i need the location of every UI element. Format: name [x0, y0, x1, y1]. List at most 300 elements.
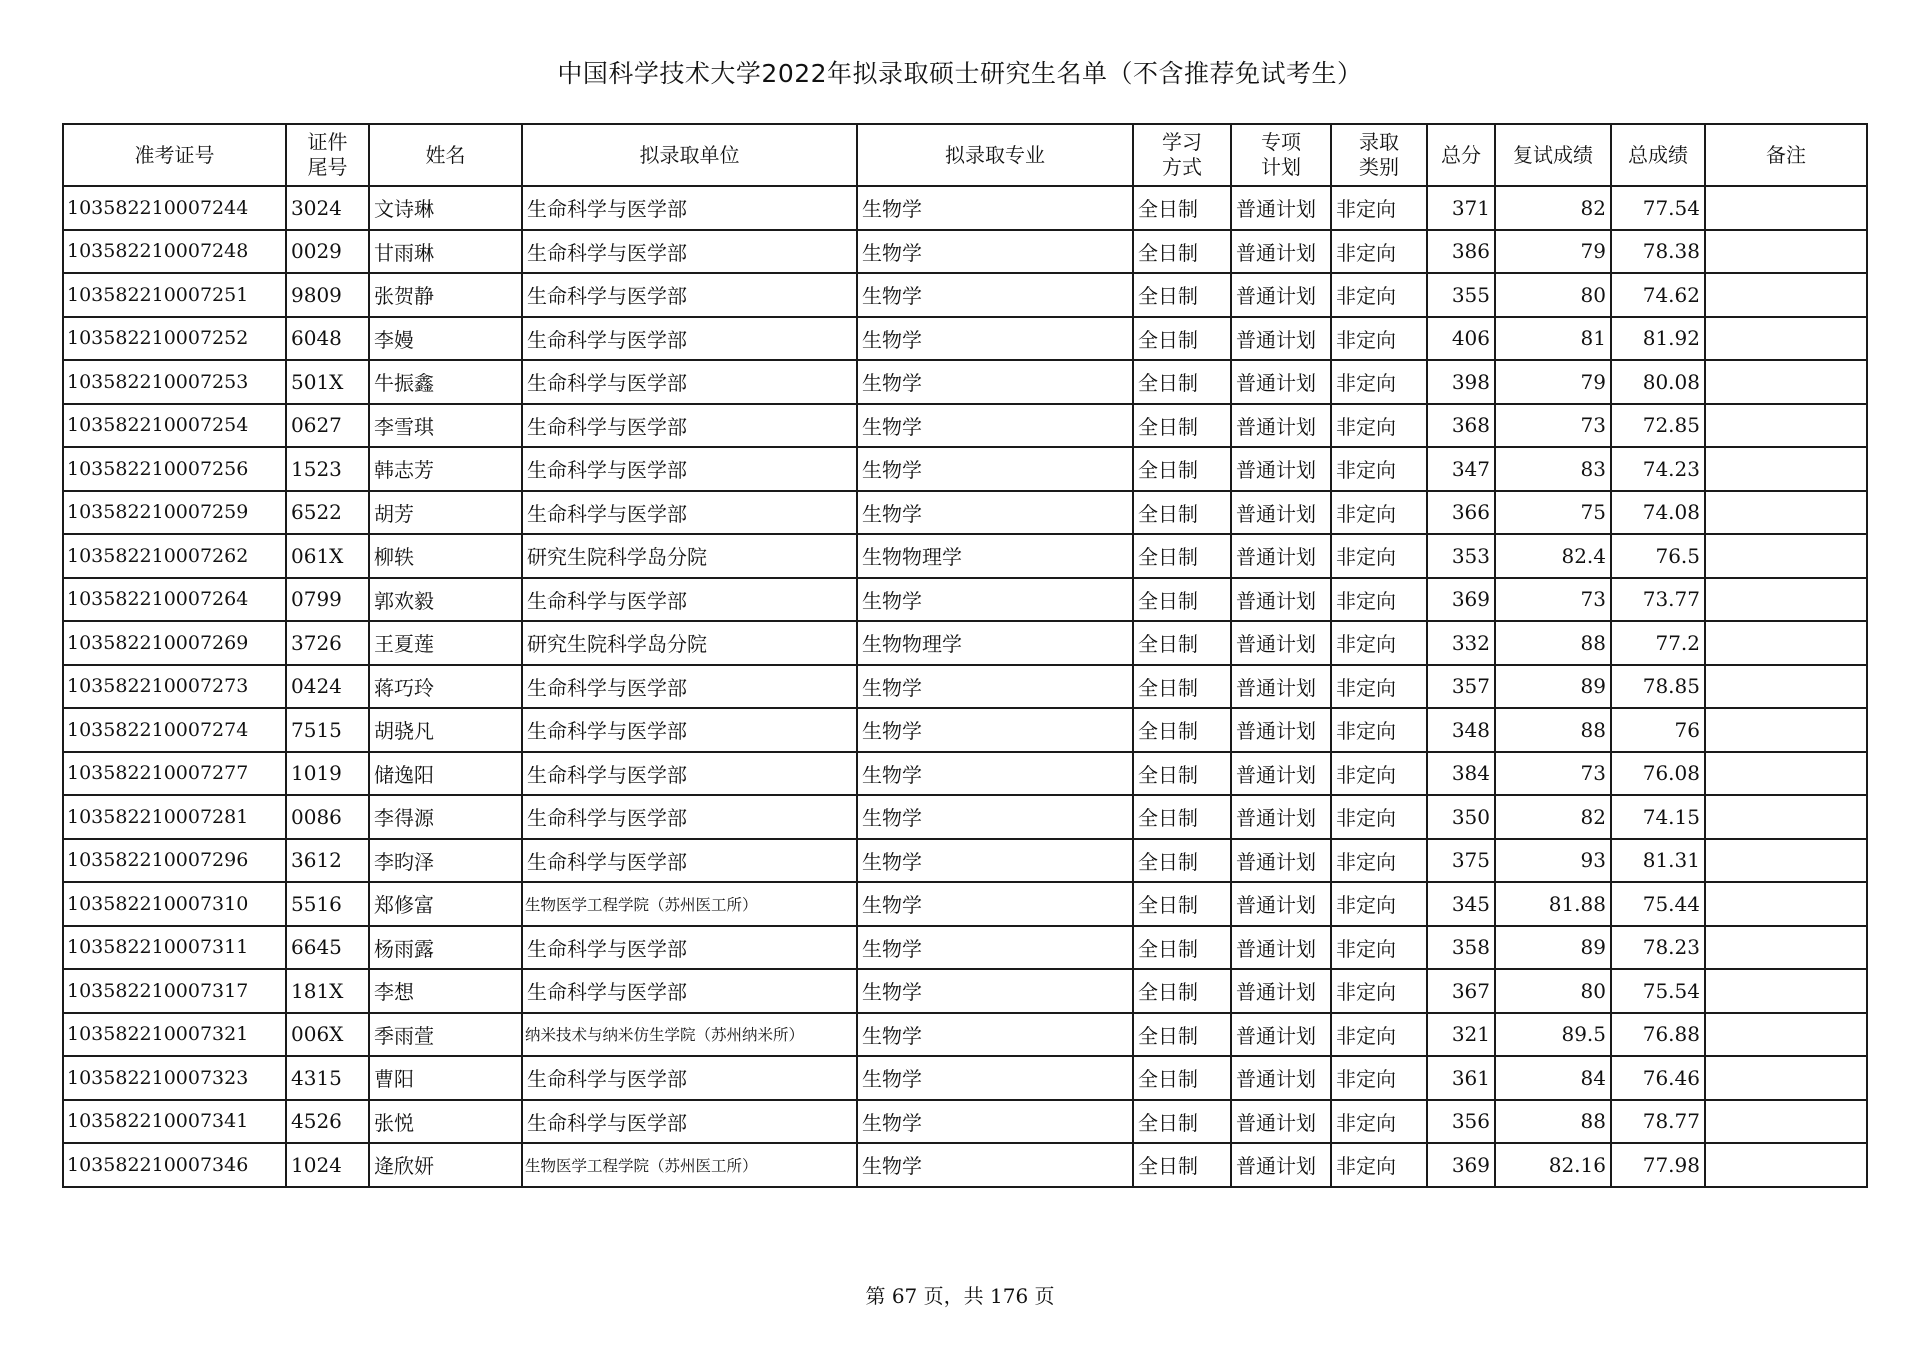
cell-final: 75.54 — [1611, 969, 1705, 1013]
cell-name: 李嫚 — [369, 317, 522, 361]
cell-special-plan: 普通计划 — [1231, 447, 1331, 491]
cell-exam-id: 103582210007252 — [63, 317, 286, 361]
cell-total: 398 — [1427, 360, 1495, 404]
cell-exam-id: 103582210007310 — [63, 882, 286, 926]
cell-study-mode: 全日制 — [1133, 186, 1231, 230]
cell-major: 生物学 — [857, 578, 1133, 622]
cell-id-tail: 1019 — [286, 752, 369, 796]
cell-admit-type: 非定向 — [1331, 1013, 1427, 1057]
cell-remark — [1705, 839, 1867, 883]
cell-final: 74.23 — [1611, 447, 1705, 491]
cell-remark — [1705, 1013, 1867, 1057]
cell-study-mode: 全日制 — [1133, 708, 1231, 752]
cell-remark — [1705, 665, 1867, 709]
cell-retest: 73 — [1495, 578, 1611, 622]
cell-id-tail: 0029 — [286, 230, 369, 274]
cell-retest: 89 — [1495, 665, 1611, 709]
cell-name: 胡骁凡 — [369, 708, 522, 752]
cell-study-mode: 全日制 — [1133, 273, 1231, 317]
cell-total: 375 — [1427, 839, 1495, 883]
cell-final: 78.85 — [1611, 665, 1705, 709]
cell-retest: 75 — [1495, 491, 1611, 535]
cell-total: 356 — [1427, 1100, 1495, 1144]
cell-special-plan: 普通计划 — [1231, 360, 1331, 404]
table-row — [63, 1056, 1867, 1100]
cell-unit: 生命科学与医学部 — [522, 273, 857, 317]
cell-admit-type: 非定向 — [1331, 1143, 1427, 1187]
cell-remark — [1705, 230, 1867, 274]
cell-major: 生物学 — [857, 752, 1133, 796]
cell-remark — [1705, 1056, 1867, 1100]
cell-name: 李得源 — [369, 795, 522, 839]
cell-admit-type: 非定向 — [1331, 969, 1427, 1013]
cell-special-plan: 普通计划 — [1231, 273, 1331, 317]
cell-study-mode: 全日制 — [1133, 447, 1231, 491]
table-row — [63, 839, 1867, 883]
cell-name: 曹阳 — [369, 1056, 522, 1100]
cell-admit-type: 非定向 — [1331, 1056, 1427, 1100]
cell-final: 73.77 — [1611, 578, 1705, 622]
cell-major: 生物学 — [857, 882, 1133, 926]
cell-final: 76.08 — [1611, 752, 1705, 796]
cell-admit-type: 非定向 — [1331, 404, 1427, 448]
cell-major: 生物学 — [857, 795, 1133, 839]
cell-retest: 82.16 — [1495, 1143, 1611, 1187]
cell-major: 生物学 — [857, 230, 1133, 274]
cell-unit: 研究生院科学岛分院 — [522, 621, 857, 665]
cell-admit-type: 非定向 — [1331, 317, 1427, 361]
cell-exam-id: 103582210007323 — [63, 1056, 286, 1100]
cell-special-plan: 普通计划 — [1231, 621, 1331, 665]
cell-retest: 81.88 — [1495, 882, 1611, 926]
header-name: 姓名 — [369, 124, 522, 186]
cell-name: 郭欢毅 — [369, 578, 522, 622]
cell-exam-id: 103582210007281 — [63, 795, 286, 839]
cell-exam-id: 103582210007264 — [63, 578, 286, 622]
table-row — [63, 491, 1867, 535]
cell-total: 366 — [1427, 491, 1495, 535]
cell-id-tail: 061X — [286, 534, 369, 578]
cell-unit: 生命科学与医学部 — [522, 969, 857, 1013]
table-row — [63, 360, 1867, 404]
header-row — [63, 124, 1867, 186]
cell-remark — [1705, 926, 1867, 970]
cell-id-tail: 006X — [286, 1013, 369, 1057]
cell-id-tail: 1024 — [286, 1143, 369, 1187]
cell-total: 369 — [1427, 578, 1495, 622]
cell-remark — [1705, 882, 1867, 926]
cell-study-mode: 全日制 — [1133, 665, 1231, 709]
cell-study-mode: 全日制 — [1133, 795, 1231, 839]
cell-id-tail: 0086 — [286, 795, 369, 839]
cell-major: 生物物理学 — [857, 534, 1133, 578]
cell-unit: 生命科学与医学部 — [522, 578, 857, 622]
cell-retest: 83 — [1495, 447, 1611, 491]
page-title: 中国科学技术大学2022年拟录取硕士研究生名单（不含推荐免试考生） — [557, 59, 1363, 88]
cell-retest: 88 — [1495, 1100, 1611, 1144]
cell-id-tail: 0424 — [286, 665, 369, 709]
cell-exam-id: 103582210007296 — [63, 839, 286, 883]
cell-major: 生物学 — [857, 1143, 1133, 1187]
cell-study-mode: 全日制 — [1133, 752, 1231, 796]
cell-admit-type: 非定向 — [1331, 882, 1427, 926]
cell-retest: 82 — [1495, 795, 1611, 839]
cell-name: 季雨萱 — [369, 1013, 522, 1057]
cell-study-mode: 全日制 — [1133, 317, 1231, 361]
cell-remark — [1705, 1143, 1867, 1187]
cell-study-mode: 全日制 — [1133, 1100, 1231, 1144]
cell-unit: 生命科学与医学部 — [522, 1056, 857, 1100]
cell-id-tail: 0799 — [286, 578, 369, 622]
cell-name: 郑修富 — [369, 882, 522, 926]
cell-special-plan: 普通计划 — [1231, 1013, 1331, 1057]
cell-total: 384 — [1427, 752, 1495, 796]
cell-remark — [1705, 360, 1867, 404]
cell-admit-type: 非定向 — [1331, 708, 1427, 752]
cell-final: 75.44 — [1611, 882, 1705, 926]
cell-special-plan: 普通计划 — [1231, 1143, 1331, 1187]
cell-unit: 研究生院科学岛分院 — [522, 534, 857, 578]
cell-final: 76.46 — [1611, 1056, 1705, 1100]
table-row — [63, 230, 1867, 274]
cell-name: 王夏莲 — [369, 621, 522, 665]
cell-unit: 生命科学与医学部 — [522, 795, 857, 839]
cell-study-mode: 全日制 — [1133, 1013, 1231, 1057]
cell-retest: 82.4 — [1495, 534, 1611, 578]
cell-remark — [1705, 534, 1867, 578]
cell-id-tail: 4315 — [286, 1056, 369, 1100]
cell-exam-id: 103582210007262 — [63, 534, 286, 578]
cell-id-tail: 7515 — [286, 708, 369, 752]
cell-final: 81.31 — [1611, 839, 1705, 883]
cell-major: 生物学 — [857, 186, 1133, 230]
cell-total: 357 — [1427, 665, 1495, 709]
cell-admit-type: 非定向 — [1331, 578, 1427, 622]
header-retest: 复试成绩 — [1495, 124, 1611, 186]
table-body — [63, 186, 1867, 1187]
cell-admit-type: 非定向 — [1331, 447, 1427, 491]
cell-total: 345 — [1427, 882, 1495, 926]
cell-retest: 79 — [1495, 230, 1611, 274]
table-row — [63, 1013, 1867, 1057]
cell-special-plan: 普通计划 — [1231, 882, 1331, 926]
cell-unit: 生物医学工程学院（苏州医工所） — [522, 882, 857, 926]
cell-final: 72.85 — [1611, 404, 1705, 448]
cell-study-mode: 全日制 — [1133, 404, 1231, 448]
cell-name: 韩志芳 — [369, 447, 522, 491]
cell-name: 杨雨露 — [369, 926, 522, 970]
header-id-tail: 证件尾号 — [286, 124, 369, 186]
cell-total: 350 — [1427, 795, 1495, 839]
cell-unit: 生命科学与医学部 — [522, 230, 857, 274]
cell-name: 胡芳 — [369, 491, 522, 535]
cell-special-plan: 普通计划 — [1231, 1056, 1331, 1100]
cell-total: 371 — [1427, 186, 1495, 230]
cell-remark — [1705, 186, 1867, 230]
table-row — [63, 404, 1867, 448]
cell-admit-type: 非定向 — [1331, 230, 1427, 274]
cell-study-mode: 全日制 — [1133, 534, 1231, 578]
cell-id-tail: 4526 — [286, 1100, 369, 1144]
cell-unit: 生命科学与医学部 — [522, 491, 857, 535]
cell-total: 367 — [1427, 969, 1495, 1013]
cell-id-tail: 9809 — [286, 273, 369, 317]
cell-name: 柳轶 — [369, 534, 522, 578]
header-major: 拟录取专业 — [857, 124, 1133, 186]
table-row — [63, 926, 1867, 970]
cell-special-plan: 普通计划 — [1231, 926, 1331, 970]
cell-major: 生物学 — [857, 273, 1133, 317]
table-row — [63, 621, 1867, 665]
header-admit-type: 录取类别 — [1331, 124, 1427, 186]
cell-unit: 生命科学与医学部 — [522, 186, 857, 230]
table-row — [63, 273, 1867, 317]
cell-name: 张悦 — [369, 1100, 522, 1144]
cell-total: 361 — [1427, 1056, 1495, 1100]
cell-retest: 73 — [1495, 404, 1611, 448]
cell-final: 78.77 — [1611, 1100, 1705, 1144]
cell-major: 生物学 — [857, 1100, 1133, 1144]
table-row — [63, 882, 1867, 926]
cell-admit-type: 非定向 — [1331, 273, 1427, 317]
cell-final: 76.5 — [1611, 534, 1705, 578]
cell-admit-type: 非定向 — [1331, 839, 1427, 883]
cell-unit: 生命科学与医学部 — [522, 926, 857, 970]
cell-id-tail: 6048 — [286, 317, 369, 361]
cell-unit: 生命科学与医学部 — [522, 404, 857, 448]
cell-remark — [1705, 273, 1867, 317]
cell-total: 321 — [1427, 1013, 1495, 1057]
cell-final: 76 — [1611, 708, 1705, 752]
cell-special-plan: 普通计划 — [1231, 230, 1331, 274]
cell-special-plan: 普通计划 — [1231, 708, 1331, 752]
cell-name: 储逸阳 — [369, 752, 522, 796]
cell-id-tail: 3726 — [286, 621, 369, 665]
cell-major: 生物学 — [857, 404, 1133, 448]
header-special-plan: 专项计划 — [1231, 124, 1331, 186]
cell-study-mode: 全日制 — [1133, 491, 1231, 535]
cell-major: 生物学 — [857, 969, 1133, 1013]
header-exam-id: 准考证号 — [63, 124, 286, 186]
cell-remark — [1705, 795, 1867, 839]
cell-retest: 80 — [1495, 969, 1611, 1013]
cell-total: 332 — [1427, 621, 1495, 665]
cell-retest: 81 — [1495, 317, 1611, 361]
cell-name: 李雪琪 — [369, 404, 522, 448]
cell-unit: 纳米技术与纳米仿生学院（苏州纳米所） — [522, 1013, 857, 1057]
cell-study-mode: 全日制 — [1133, 1143, 1231, 1187]
cell-admit-type: 非定向 — [1331, 795, 1427, 839]
cell-major: 生物学 — [857, 665, 1133, 709]
cell-major: 生物学 — [857, 1013, 1133, 1057]
cell-final: 77.2 — [1611, 621, 1705, 665]
cell-exam-id: 103582210007269 — [63, 621, 286, 665]
cell-major: 生物学 — [857, 447, 1133, 491]
cell-id-tail: 0627 — [286, 404, 369, 448]
cell-special-plan: 普通计划 — [1231, 752, 1331, 796]
cell-retest: 73 — [1495, 752, 1611, 796]
cell-total: 348 — [1427, 708, 1495, 752]
cell-exam-id: 103582210007346 — [63, 1143, 286, 1187]
cell-exam-id: 103582210007251 — [63, 273, 286, 317]
cell-special-plan: 普通计划 — [1231, 491, 1331, 535]
cell-remark — [1705, 578, 1867, 622]
cell-special-plan: 普通计划 — [1231, 317, 1331, 361]
cell-remark — [1705, 447, 1867, 491]
table-row — [63, 1100, 1867, 1144]
table-row — [63, 1143, 1867, 1187]
page-footer: 第 67 页，共 176 页 — [865, 1284, 1055, 1308]
cell-final: 78.38 — [1611, 230, 1705, 274]
cell-study-mode: 全日制 — [1133, 839, 1231, 883]
cell-retest: 88 — [1495, 621, 1611, 665]
cell-special-plan: 普通计划 — [1231, 534, 1331, 578]
cell-exam-id: 103582210007248 — [63, 230, 286, 274]
cell-id-tail: 1523 — [286, 447, 369, 491]
cell-id-tail: 181X — [286, 969, 369, 1013]
cell-unit: 生命科学与医学部 — [522, 317, 857, 361]
cell-admit-type: 非定向 — [1331, 752, 1427, 796]
cell-exam-id: 103582210007244 — [63, 186, 286, 230]
cell-final: 77.98 — [1611, 1143, 1705, 1187]
table-row — [63, 708, 1867, 752]
header-final: 总成绩 — [1611, 124, 1705, 186]
cell-retest: 93 — [1495, 839, 1611, 883]
cell-remark — [1705, 752, 1867, 796]
cell-final: 77.54 — [1611, 186, 1705, 230]
cell-final: 80.08 — [1611, 360, 1705, 404]
cell-unit: 生命科学与医学部 — [522, 360, 857, 404]
cell-unit: 生命科学与医学部 — [522, 1100, 857, 1144]
cell-study-mode: 全日制 — [1133, 926, 1231, 970]
cell-final: 74.08 — [1611, 491, 1705, 535]
cell-retest: 89.5 — [1495, 1013, 1611, 1057]
table-row — [63, 186, 1867, 230]
table-row — [63, 317, 1867, 361]
admission-table — [62, 123, 1868, 1188]
cell-admit-type: 非定向 — [1331, 621, 1427, 665]
cell-name: 蒋巧玲 — [369, 665, 522, 709]
cell-major: 生物物理学 — [857, 621, 1133, 665]
cell-study-mode: 全日制 — [1133, 578, 1231, 622]
cell-special-plan: 普通计划 — [1231, 578, 1331, 622]
cell-exam-id: 103582210007259 — [63, 491, 286, 535]
cell-study-mode: 全日制 — [1133, 882, 1231, 926]
header-study-mode: 学习方式 — [1133, 124, 1231, 186]
cell-study-mode: 全日制 — [1133, 969, 1231, 1013]
cell-id-tail: 501X — [286, 360, 369, 404]
cell-unit: 生命科学与医学部 — [522, 665, 857, 709]
cell-special-plan: 普通计划 — [1231, 969, 1331, 1013]
cell-major: 生物学 — [857, 708, 1133, 752]
cell-exam-id: 103582210007274 — [63, 708, 286, 752]
cell-final: 74.62 — [1611, 273, 1705, 317]
cell-admit-type: 非定向 — [1331, 665, 1427, 709]
cell-study-mode: 全日制 — [1133, 1056, 1231, 1100]
cell-remark — [1705, 621, 1867, 665]
cell-admit-type: 非定向 — [1331, 491, 1427, 535]
cell-final: 81.92 — [1611, 317, 1705, 361]
cell-name: 逄欣妍 — [369, 1143, 522, 1187]
cell-admit-type: 非定向 — [1331, 186, 1427, 230]
cell-major: 生物学 — [857, 1056, 1133, 1100]
cell-id-tail: 6645 — [286, 926, 369, 970]
table-row — [63, 578, 1867, 622]
cell-admit-type: 非定向 — [1331, 1100, 1427, 1144]
cell-total: 368 — [1427, 404, 1495, 448]
cell-major: 生物学 — [857, 317, 1133, 361]
cell-final: 78.23 — [1611, 926, 1705, 970]
cell-special-plan: 普通计划 — [1231, 795, 1331, 839]
table-row — [63, 795, 1867, 839]
cell-id-tail: 6522 — [286, 491, 369, 535]
cell-total: 347 — [1427, 447, 1495, 491]
cell-unit: 生命科学与医学部 — [522, 839, 857, 883]
cell-id-tail: 5516 — [286, 882, 369, 926]
cell-total: 369 — [1427, 1143, 1495, 1187]
cell-study-mode: 全日制 — [1133, 621, 1231, 665]
table-row — [63, 534, 1867, 578]
cell-retest: 82 — [1495, 186, 1611, 230]
cell-name: 甘雨琳 — [369, 230, 522, 274]
cell-exam-id: 103582210007311 — [63, 926, 286, 970]
cell-remark — [1705, 317, 1867, 361]
cell-exam-id: 103582210007253 — [63, 360, 286, 404]
cell-retest: 80 — [1495, 273, 1611, 317]
cell-remark — [1705, 708, 1867, 752]
cell-admit-type: 非定向 — [1331, 534, 1427, 578]
cell-remark — [1705, 969, 1867, 1013]
cell-unit: 生命科学与医学部 — [522, 752, 857, 796]
cell-remark — [1705, 1100, 1867, 1144]
cell-id-tail: 3024 — [286, 186, 369, 230]
cell-name: 张贺静 — [369, 273, 522, 317]
cell-major: 生物学 — [857, 839, 1133, 883]
cell-special-plan: 普通计划 — [1231, 839, 1331, 883]
cell-id-tail: 3612 — [286, 839, 369, 883]
cell-remark — [1705, 404, 1867, 448]
cell-final: 74.15 — [1611, 795, 1705, 839]
cell-total: 386 — [1427, 230, 1495, 274]
cell-special-plan: 普通计划 — [1231, 665, 1331, 709]
cell-unit: 生命科学与医学部 — [522, 447, 857, 491]
cell-study-mode: 全日制 — [1133, 360, 1231, 404]
cell-special-plan: 普通计划 — [1231, 1100, 1331, 1144]
cell-exam-id: 103582210007277 — [63, 752, 286, 796]
cell-retest: 84 — [1495, 1056, 1611, 1100]
cell-exam-id: 103582210007256 — [63, 447, 286, 491]
cell-retest: 79 — [1495, 360, 1611, 404]
table-row — [63, 665, 1867, 709]
cell-exam-id: 103582210007341 — [63, 1100, 286, 1144]
header-remark: 备注 — [1705, 124, 1867, 186]
cell-total: 355 — [1427, 273, 1495, 317]
cell-admit-type: 非定向 — [1331, 926, 1427, 970]
table-row — [63, 752, 1867, 796]
table-row — [63, 447, 1867, 491]
cell-final: 76.88 — [1611, 1013, 1705, 1057]
cell-name: 李想 — [369, 969, 522, 1013]
cell-exam-id: 103582210007321 — [63, 1013, 286, 1057]
table-row — [63, 969, 1867, 1013]
cell-major: 生物学 — [857, 926, 1133, 970]
cell-total: 358 — [1427, 926, 1495, 970]
cell-exam-id: 103582210007317 — [63, 969, 286, 1013]
cell-unit: 生命科学与医学部 — [522, 708, 857, 752]
cell-exam-id: 103582210007254 — [63, 404, 286, 448]
cell-study-mode: 全日制 — [1133, 230, 1231, 274]
cell-total: 353 — [1427, 534, 1495, 578]
